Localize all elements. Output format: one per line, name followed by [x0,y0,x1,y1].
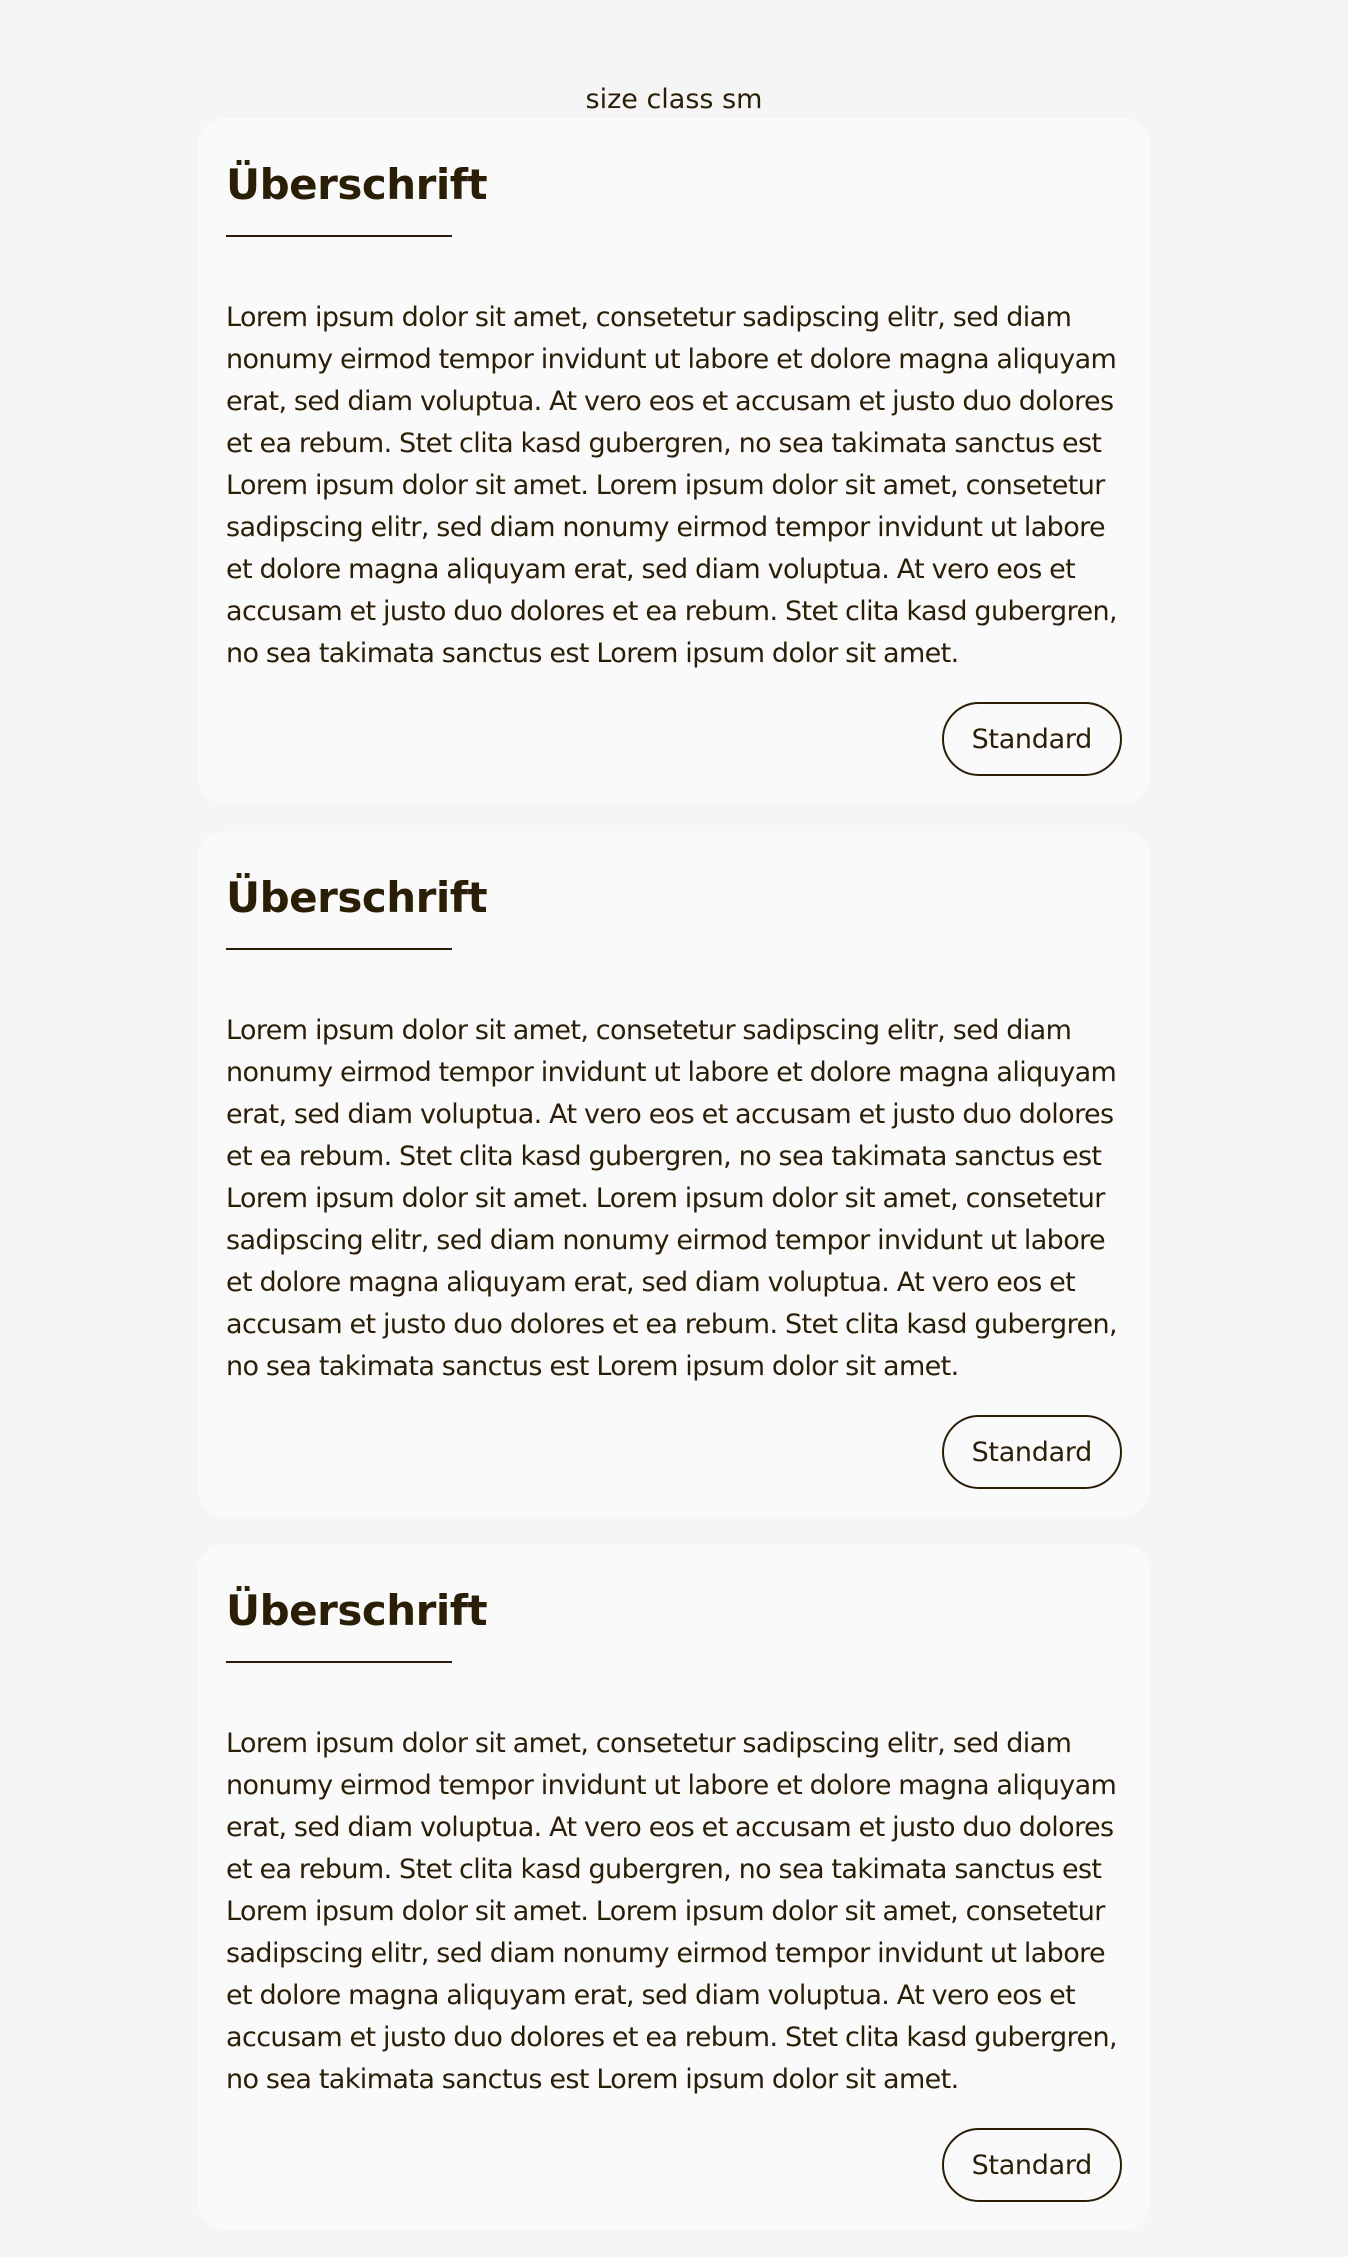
heading-divider [226,235,452,237]
content-card [198,1544,1150,2230]
standard-button[interactable]: Standard [942,702,1122,776]
card-actions [942,702,1122,776]
card-body-text: Lorem ipsum dolor sit amet, consetetur sadipscing elitr, sed diam nonumy eirmod tempor invidunt ut labore et dolore magna aliquyam erat, sed diam voluptua. At vero eos et accusam et justo duo dolores et ea rebum. Stet clita kasd gubergren, no sea takimata sanctus est Lorem ipsum dolor sit amet. Lorem ipsum dolor sit amet, consetetur sadipscing elitr, sed diam nonumy eirmod tempor invidunt ut labore et dolore magna aliquyam erat, sed diam voluptua. At vero eos et accusam et justo duo dolores et ea rebum. Stet clita kasd gubergren, no sea takimata sanctus est Lorem ipsum dolor sit amet. [226,1015,1117,1382]
card-actions [942,1415,1122,1489]
card-stack [198,118,1150,2257]
card-body-text: Lorem ipsum dolor sit amet, consetetur sadipscing elitr, sed diam nonumy eirmod tempor invidunt ut labore et dolore magna aliquyam erat, sed diam voluptua. At vero eos et accusam et justo duo dolores et ea rebum. Stet clita kasd gubergren, no sea takimata sanctus est Lorem ipsum dolor sit amet. Lorem ipsum dolor sit amet, consetetur sadipscing elitr, sed diam nonumy eirmod tempor invidunt ut labore et dolore magna aliquyam erat, sed diam voluptua. At vero eos et accusam et justo duo dolores et ea rebum. Stet clita kasd gubergren, no sea takimata sanctus est Lorem ipsum dolor sit amet. [226,302,1117,669]
heading-divider [226,948,452,950]
content-card [198,831,1150,1517]
content-card [198,118,1150,804]
card-heading: Überschrift [226,160,488,209]
card-heading: Überschrift [226,1586,488,1635]
card-heading: Überschrift [226,873,488,922]
standard-button[interactable]: Standard [942,1415,1122,1489]
card-body-text: Lorem ipsum dolor sit amet, consetetur sadipscing elitr, sed diam nonumy eirmod tempor invidunt ut labore et dolore magna aliquyam erat, sed diam voluptua. At vero eos et accusam et justo duo dolores et ea rebum. Stet clita kasd gubergren, no sea takimata sanctus est Lorem ipsum dolor sit amet. Lorem ipsum dolor sit amet, consetetur sadipscing elitr, sed diam nonumy eirmod tempor invidunt ut labore et dolore magna aliquyam erat, sed diam voluptua. At vero eos et accusam et justo duo dolores et ea rebum. Stet clita kasd gubergren, no sea takimata sanctus est Lorem ipsum dolor sit amet. [226,1728,1117,2095]
heading-divider [226,1661,452,1663]
standard-button[interactable]: Standard [942,2128,1122,2202]
card-actions [942,2128,1122,2202]
size-class-label: size class sm [585,84,763,115]
